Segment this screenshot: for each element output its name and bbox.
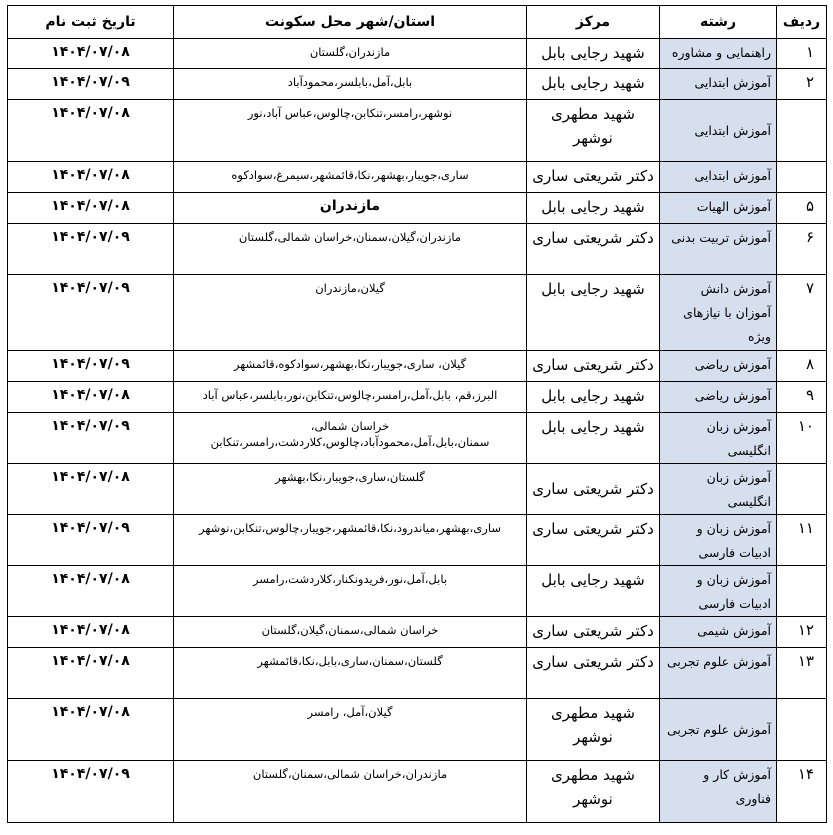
province-cell: گلستان،سمنان،ساری،بابل،نکا،قائمشهر [174, 648, 527, 699]
date-cell: ۱۴۰۴/۰۷/۰۹ [8, 69, 174, 100]
center-cell: دکتر شریعتی ساری [527, 162, 660, 193]
center-cell: دکتر شریعتی ساری [527, 224, 660, 275]
row-number: ۱۳ [777, 648, 827, 699]
table-row [8, 699, 827, 761]
date-cell: ۱۴۰۴/۰۷/۰۸ [8, 566, 174, 617]
center-cell: شهید رجایی بابل [527, 275, 660, 351]
table-row [8, 39, 827, 69]
table-row [8, 515, 827, 566]
row-number [777, 566, 827, 617]
row-number: ۱۲ [777, 617, 827, 648]
table-row [8, 761, 827, 823]
row-number: ۱۴ [777, 761, 827, 823]
row-number: ۱۰ [777, 413, 827, 464]
table-row [8, 413, 827, 464]
center-cell: دکتر شریعتی ساری [527, 351, 660, 382]
table-row [8, 464, 827, 515]
table-row [8, 224, 827, 275]
date-cell: ۱۴۰۴/۰۷/۰۹ [8, 224, 174, 275]
row-number [777, 699, 827, 761]
row-number: ۸ [777, 351, 827, 382]
center-cell: شهید مطهری نوشهر [527, 761, 660, 823]
center-cell: شهید رجایی بابل [527, 39, 660, 69]
province-cell: نوشهر،رامسر،تنکابن،چالوس،عباس آباد،نور [174, 100, 527, 162]
province-cell: گیلان،آمل، رامسر [174, 699, 527, 761]
center-cell: شهید رجایی بابل [527, 382, 660, 413]
center-cell: شهید رجایی بابل [527, 566, 660, 617]
province-cell [174, 413, 527, 464]
date-cell: ۱۴۰۴/۰۷/۰۹ [8, 761, 174, 823]
row-number [777, 162, 827, 193]
table-row [8, 382, 827, 413]
center-cell: دکتر شریعتی ساری [527, 515, 660, 566]
row-number: ۶ [777, 224, 827, 275]
center-cell: شهید مطهری نوشهر [527, 100, 660, 162]
date-cell: ۱۴۰۴/۰۷/۰۹ [8, 515, 174, 566]
table-row [8, 351, 827, 382]
date-cell: ۱۴۰۴/۰۷/۰۹ [8, 413, 174, 464]
province-cell: بابل،آمل،نور،فریدونکنار،کلاردشت،رامسر [174, 566, 527, 617]
center-cell: شهید رجایی بابل [527, 413, 660, 464]
table-row [8, 617, 827, 648]
field-cell: آموزش ریاضی [660, 382, 777, 413]
header-province: استان/شهر محل سکونت [174, 6, 527, 39]
center-cell: دکتر شریعتی ساری [527, 617, 660, 648]
registration-table [7, 5, 827, 823]
row-number: ۱۱ [777, 515, 827, 566]
table-row [8, 566, 827, 617]
province-line: خراسان شمالی، [310, 419, 390, 433]
table-row [8, 648, 827, 699]
center-cell: شهید رجایی بابل [527, 69, 660, 100]
province-cell: ساری،جویبار،بهشهر،نکا،قائمشهر،سیمرغ،سوادکوه [174, 162, 527, 193]
field-cell: آموزش تربیت بدنی [660, 224, 777, 275]
table-row [8, 275, 827, 351]
field-cell: آموزش ریاضی [660, 351, 777, 382]
row-number [777, 464, 827, 515]
province-cell: مازندران،گیلان،سمنان،خراسان شمالی،گلستان [174, 224, 527, 275]
header-field: رشته [660, 6, 777, 39]
center-cell: شهید رجایی بابل [527, 193, 660, 224]
province-cell: مازندران [174, 193, 527, 224]
date-cell: ۱۴۰۴/۰۷/۰۸ [8, 39, 174, 69]
date-cell: ۱۴۰۴/۰۷/۰۸ [8, 648, 174, 699]
header-date: تاریخ ثبت نام [8, 6, 174, 39]
table-row [8, 69, 827, 100]
header-row-no: ردیف [777, 6, 827, 39]
field-cell: آموزش علوم تجربی [660, 699, 777, 761]
field-cell: آموزش علوم تجربی [660, 648, 777, 699]
row-number: ۹ [777, 382, 827, 413]
row-number: ۷ [777, 275, 827, 351]
field-cell: آموزش دانش آموزان با نیازهای ویژه [660, 275, 777, 351]
field-cell: آموزش زبان و ادبیات فارسی [660, 515, 777, 566]
date-cell: ۱۴۰۴/۰۷/۰۸ [8, 699, 174, 761]
province-cell: گلستان،ساری،جویبار،نکا،بهشهر [174, 464, 527, 515]
table-row [8, 100, 827, 162]
row-number: ۵ [777, 193, 827, 224]
row-number: ۲ [777, 69, 827, 100]
date-cell: ۱۴۰۴/۰۷/۰۸ [8, 617, 174, 648]
field-cell: آموزش کار و فناوری [660, 761, 777, 823]
date-cell: ۱۴۰۴/۰۷/۰۸ [8, 162, 174, 193]
field-cell: آموزش ابتدایی [660, 100, 777, 162]
province-cell: مازندران،گلستان [174, 39, 527, 69]
date-cell: ۱۴۰۴/۰۷/۰۸ [8, 464, 174, 515]
field-cell: آموزش زبان و ادبیات فارسی [660, 566, 777, 617]
table-row [8, 193, 827, 224]
field-cell: آموزش ابتدایی [660, 162, 777, 193]
date-cell: ۱۴۰۴/۰۷/۰۹ [8, 351, 174, 382]
date-cell: ۱۴۰۴/۰۷/۰۹ [8, 275, 174, 351]
field-cell: آموزش زبان انگلیسی [660, 464, 777, 515]
province-cell: البرز،قم، بابل،آمل،رامسر،چالوس،تنکابن،نور،بابلسر،عباس آباد [174, 382, 527, 413]
field-cell: آموزش زبان انگلیسی [660, 413, 777, 464]
row-number [777, 100, 827, 162]
date-cell: ۱۴۰۴/۰۷/۰۸ [8, 100, 174, 162]
date-cell: ۱۴۰۴/۰۷/۰۸ [8, 193, 174, 224]
field-cell: آموزش شیمی [660, 617, 777, 648]
field-cell: راهنمایی و مشاوره [660, 39, 777, 69]
center-cell: دکتر شریعتی ساری [527, 464, 660, 515]
date-cell: ۱۴۰۴/۰۷/۰۸ [8, 382, 174, 413]
province-cell: خراسان شمالی،سمنان،گیلان،گلستان [174, 617, 527, 648]
province-cell: بابل،آمل،بابلسر،محمودآباد [174, 69, 527, 100]
table-row [8, 162, 827, 193]
province-line: سمنان،بابل،آمل،محمودآباد،چالوس،کلاردشت،رامسر،تنکابن [210, 435, 490, 449]
center-cell: دکتر شریعتی ساری [527, 648, 660, 699]
province-cell: گیلان، ساری،جویبار،نکا،بهشهر،سوادکوه،قائمشهر [174, 351, 527, 382]
row-number: ۱ [777, 39, 827, 69]
header-row [8, 6, 827, 39]
center-cell: شهید مطهری نوشهر [527, 699, 660, 761]
province-cell: مازندران،خراسان شمالی،سمنان،گلستان [174, 761, 527, 823]
header-center: مرکز [527, 6, 660, 39]
field-cell: آموزش ابتدایی [660, 69, 777, 100]
province-cell: ساری،بهشهر،میاندرود،نکا،قائمشهر،جویبار،چالوس،تنکابن،نوشهر [174, 515, 527, 566]
province-cell: گیلان،مازندران [174, 275, 527, 351]
field-cell: آموزش الهیات [660, 193, 777, 224]
